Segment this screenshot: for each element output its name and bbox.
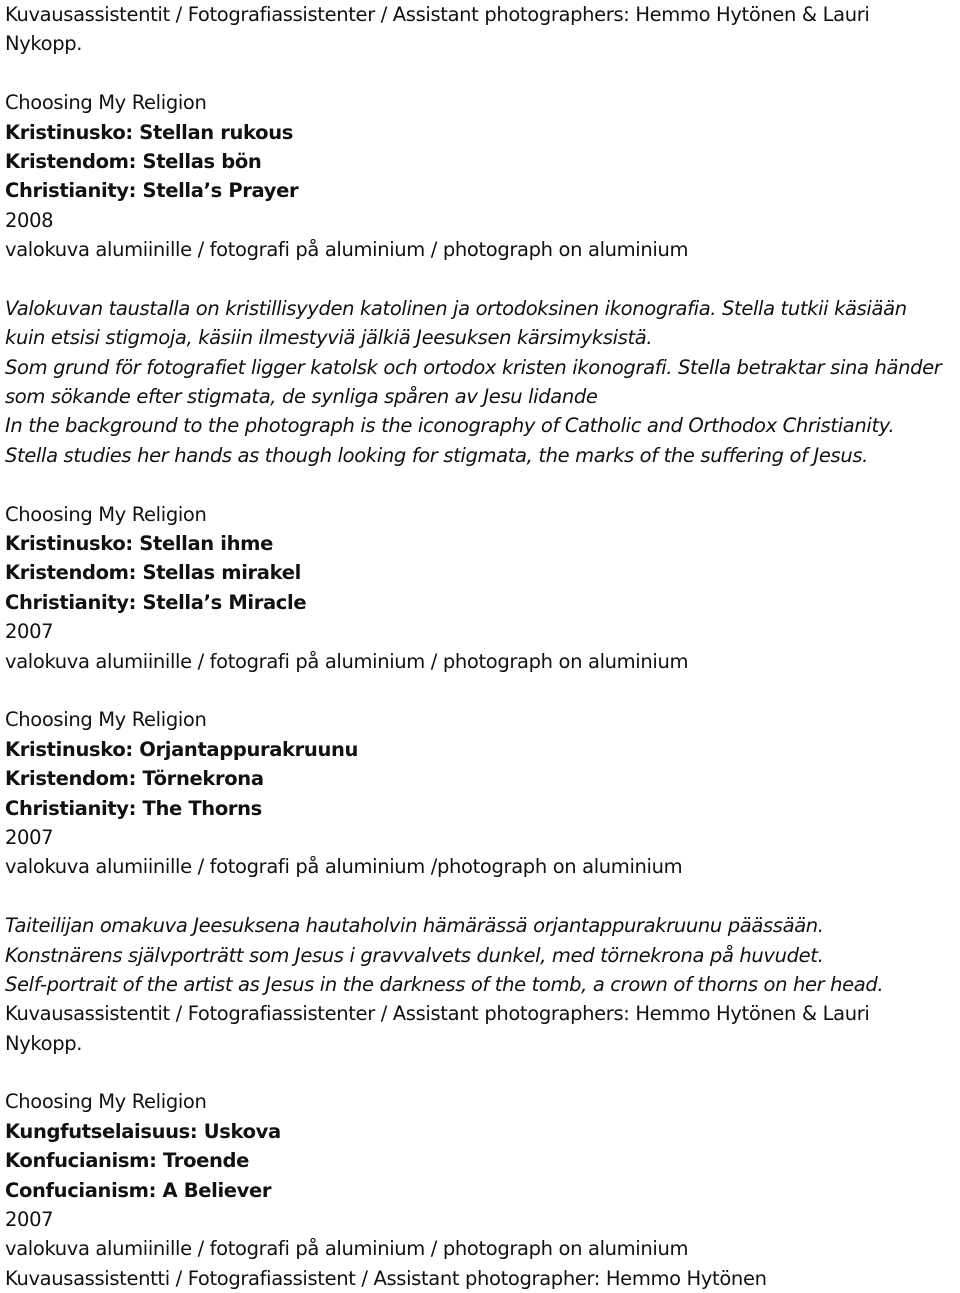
description-line: kuin etsisi stigmoja, käsiin ilmestyviä jälkiä Jeesuksen kärsimyksistä. <box>5 326 653 350</box>
credit-line: Nykopp. <box>5 32 83 56</box>
description-line: Taiteilijan omakuva Jeesuksena hautaholvin hämärässä orjantappurakruunu päässään. <box>5 914 824 938</box>
work-title-en: Christianity: Stella’s Miracle <box>5 590 307 614</box>
description-line: Valokuvan taustalla on kristillisyyden katolinen ja ortodoksinen ikonografia. Stella tutkii käsiään <box>5 296 907 320</box>
work-title-sv: Kristendom: Stellas bön <box>5 149 262 173</box>
work-title-fi: Kungfutselaisuus: Uskova <box>5 1119 281 1143</box>
credit-line: Kuvausassistentit / Fotografiassistenter / Assistant photographers: Hemmo Hytönen & Lauri <box>5 3 870 26</box>
description-line: Self-portrait of the artist as Jesus in the darkness of the tomb, a crown of thorns on her head. <box>5 972 884 996</box>
work-medium: valokuva alumiinille / fotografi på aluminium / photograph on aluminium <box>5 1237 689 1261</box>
work-title-sv: Kristendom: Törnekrona <box>5 767 264 791</box>
document-page <box>5 0 955 1293</box>
work-title-sv: Kristendom: Stellas mirakel <box>5 561 301 585</box>
credit-line: Kuvausassistentit / Fotografiassistenter / Assistant photographers: Hemmo Hytönen & Lauri <box>5 1002 870 1026</box>
work-title-fi: Kristinusko: Orjantappurakruunu <box>5 737 359 761</box>
work-year: 2007 <box>5 825 54 849</box>
series-title: Choosing My Religion <box>5 1090 207 1114</box>
work-medium: valokuva alumiinille / fotografi på aluminium / photograph on aluminium <box>5 649 689 673</box>
description-line: Stella studies her hands as though looking for stigmata, the marks of the suffering of Jesus. <box>5 443 868 467</box>
description-line: Som grund för fotografiet ligger katolsk och ortodox kristen ikonografi. Stella betraktar sina händer <box>5 355 942 379</box>
work-title-en: Christianity: Stella’s Prayer <box>5 179 299 203</box>
work-medium: valokuva alumiinille / fotografi på aluminium /photograph on aluminium <box>5 855 683 879</box>
work-year: 2008 <box>5 208 54 232</box>
series-title: Choosing My Religion <box>5 708 207 732</box>
series-title: Choosing My Religion <box>5 502 207 526</box>
work-title-fi: Kristinusko: Stellan ihme <box>5 532 273 556</box>
description-line: In the background to the photograph is the iconography of Catholic and Orthodox Christianity. <box>5 414 895 438</box>
work-medium: valokuva alumiinille / fotografi på aluminium / photograph on aluminium <box>5 238 689 262</box>
work-year: 2007 <box>5 620 54 644</box>
work-title-en: Confucianism: A Believer <box>5 1178 272 1202</box>
description-line: som sökande efter stigmata, de synliga spåren av Jesu lidande <box>5 385 598 409</box>
work-title-fi: Kristinusko: Stellan rukous <box>5 120 293 144</box>
work-year: 2007 <box>5 1208 54 1232</box>
credit-line: Kuvausassistentti / Fotografiassistent / Assistant photographer: Hemmo Hytönen <box>5 1266 767 1290</box>
credit-line: Nykopp. <box>5 1031 83 1055</box>
work-title-en: Christianity: The Thorns <box>5 796 262 820</box>
series-title: Choosing My Religion <box>5 91 207 115</box>
work-title-sv: Konfucianism: Troende <box>5 1149 250 1173</box>
description-line: Konstnärens självporträtt som Jesus i gravvalvets dunkel, med törnekrona på huvudet. <box>5 943 824 967</box>
